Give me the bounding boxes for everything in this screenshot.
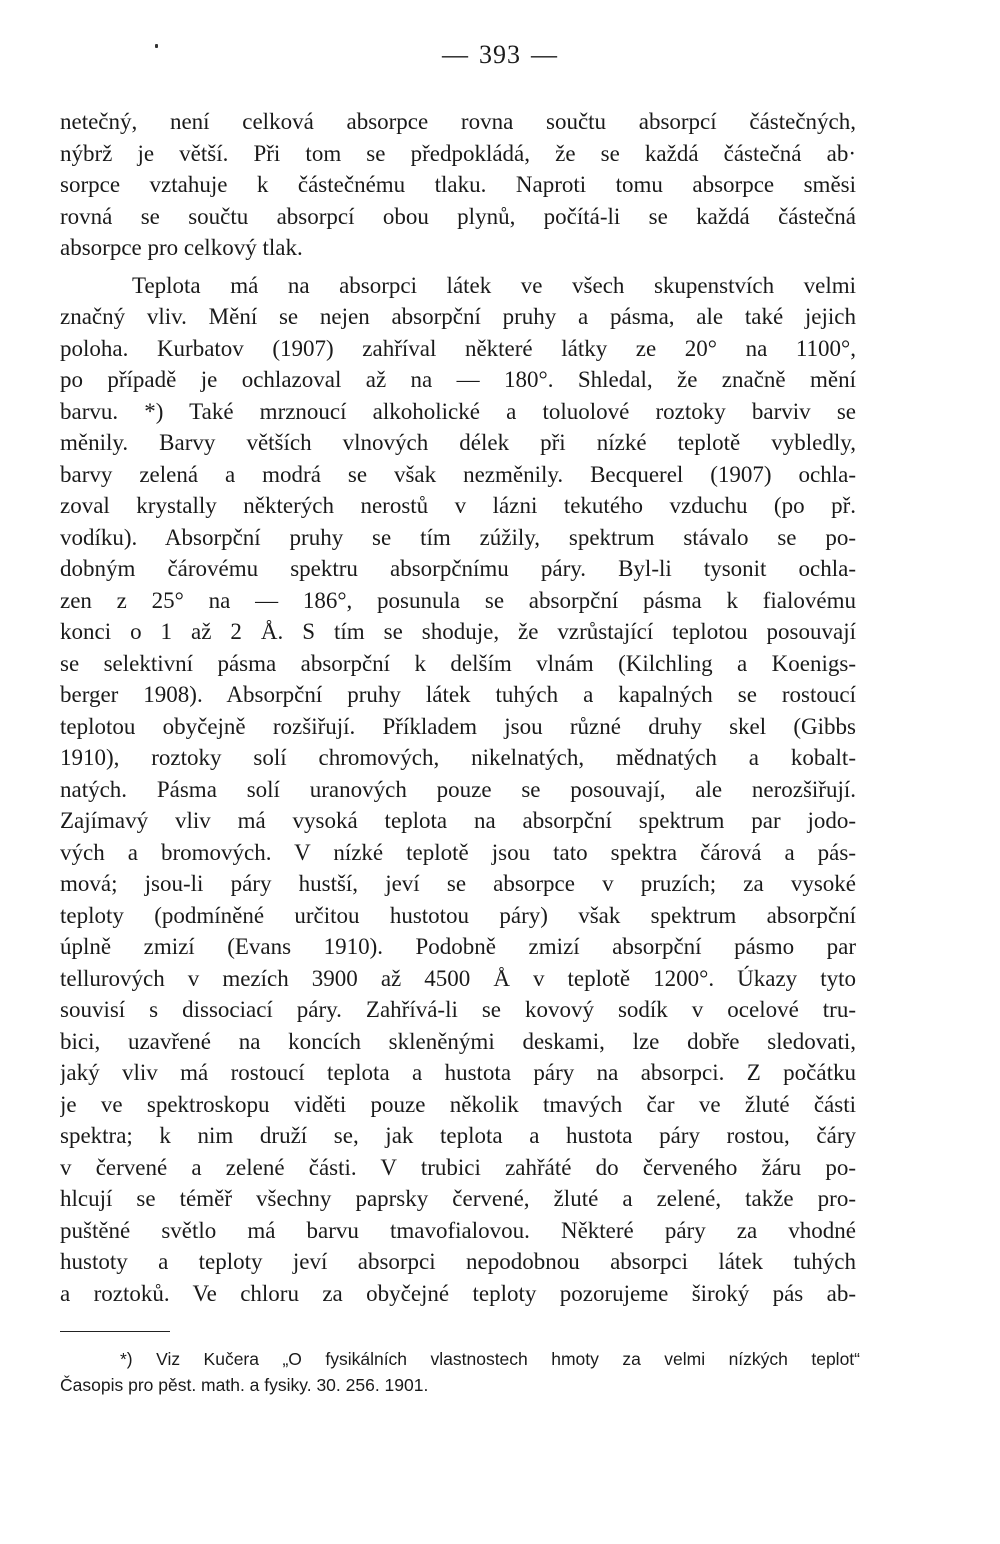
page-number-dash-right: — [531, 40, 558, 69]
text-line: poloha. Kurbatov (1907) zahříval některé látky ze 20° na 1100°, [60, 335, 856, 361]
text-line: Zajímavý vliv má vysoká teplota na absorpční spektrum par jodo- [60, 808, 856, 833]
page-number [0, 40, 1000, 70]
body-text [60, 106, 856, 1309]
text-line: mová; jsou-li páry hustší, jeví se absorpce v pruzích; za vysoké [60, 871, 856, 896]
page-number-value: 393 [479, 40, 521, 69]
text-line: a roztoků. Ve chloru za obyčejné teploty pozorujeme široký pás ab- [60, 1280, 856, 1306]
footnote-line: Časopis pro pěst. math. a fysiky. 30. 256. 1901. [60, 1375, 429, 1395]
text-line: zoval krystally některých nerostů v lázni tekutého vzduchu (po př. [60, 493, 856, 518]
text-line: hlcují se téměř všechny paprsky červené, žluté a zelené, takže pro- [60, 1186, 856, 1211]
text-line: úplně zmizí (Evans 1910). Podobně zmizí absorpční pásmo par [60, 934, 856, 959]
text-line: teplotou obyčejně rozšiřují. Příkladem jsou různé druhy skel (Gibbs [60, 713, 856, 739]
text-line: netečný, není celková absorpce rovna součtu absorpcí částečných, [60, 109, 856, 134]
page-number-dash-left: — [442, 40, 469, 69]
text-line: hustoty a teploty jeví absorpci nepodobnou absorpci látek tuhých [60, 1249, 856, 1274]
footnote-line: *) Viz Kučera „O fysikálních vlastnostech hmoty za velmi nízkých teplot“ [120, 1349, 860, 1369]
text-line: absorpce pro celkový tlak. [60, 235, 303, 260]
text-line: puštěné světlo má barvu tmavofialovou. Některé páry za vhodné [60, 1217, 856, 1243]
paragraph-first-line: Teplota má na absorpci látek ve všech skupenstvích velmi [132, 272, 856, 298]
text-line: vodíku). Absorpční pruhy se tím zúžily, spektrum stávalo se po- [60, 524, 856, 550]
text-line: bici, uzavřené na koncích skleněnými deskami, lze dobře sledovati, [60, 1028, 856, 1054]
text-line: sorpce vztahuje k částečnému tlaku. Naproti tomu absorpce směsi [60, 172, 856, 197]
text-line: rovná se součtu absorpcí obou plynů, počítá-li se každá částečná [60, 203, 856, 229]
text-line: konci o 1 až 2 Å. S tím se shoduje, že vzrůstající teplotou posouvají [60, 619, 856, 644]
text-line: po případě je ochlazoval až na — 180°. Shledal, že značně mění [60, 367, 856, 392]
text-line: barvy zelená a modrá se však nezměnily. Becquerel (1907) ochla- [60, 461, 856, 487]
text-line: je ve spektroskopu viděti pouze několik tmavých čar ve žluté části [60, 1091, 856, 1117]
text-line: 1910), roztoky solí chromových, nikelnatých, mědnatých a kobalt- [60, 745, 856, 770]
text-line: dobným čárovému spektru absorpčnímu páry. Byl-li tysonit ochla- [60, 556, 856, 581]
text-line: v červené a zelené části. V trubici zahřáté do červeného žáru po- [60, 1154, 856, 1180]
text-line: natých. Pásma solí uranových pouze se posouvají, ale nerozšiřují. [60, 776, 856, 802]
text-line: zen z 25° na — 186°, posunula se absorpční pásma k fialovému [60, 587, 856, 613]
text-line: teploty (podmíněné určitou hustotou páry) však spektrum absorpční [60, 902, 856, 928]
footnote-separator [60, 1331, 170, 1332]
text-line: barvu. *) Také mrznoucí alkoholické a toluolové roztoky barviv se [60, 398, 856, 424]
text-line: se selektivní pásma absorpční k delším vlnám (Kilchling a Koenigs- [60, 650, 856, 676]
text-line: nýbrž je větší. Při tom se předpokládá, že se každá částečná ab· [60, 140, 856, 166]
text-line: berger 1908). Absorpční pruhy látek tuhých a kapalných se rostoucí [60, 682, 856, 707]
text-line: spektra; k nim druží se, jak teplota a hustota páry rostou, čáry [60, 1123, 856, 1148]
text-line: tellurových v mezích 3900 až 4500 Å v teplotě 1200°. Úkazy tyto [60, 965, 856, 991]
text-line: značný vliv. Mění se nejen absorpční pruhy a pásma, ale také jejich [60, 304, 856, 329]
text-line: měnily. Barvy větších vlnových délek při nízké teplotě vybledly, [60, 430, 856, 455]
text-line: vých a bromových. V nízké teplotě jsou tato spektra čárová a pás- [60, 839, 856, 865]
footnote [60, 1346, 860, 1398]
text-line: jaký vliv má rostoucí teplota a hustota páry na absorpci. Z počátku [60, 1060, 856, 1085]
text-line: souvisí s dissociací páry. Zahřívá-li se kovový sodík v ocelové tru- [60, 997, 856, 1022]
